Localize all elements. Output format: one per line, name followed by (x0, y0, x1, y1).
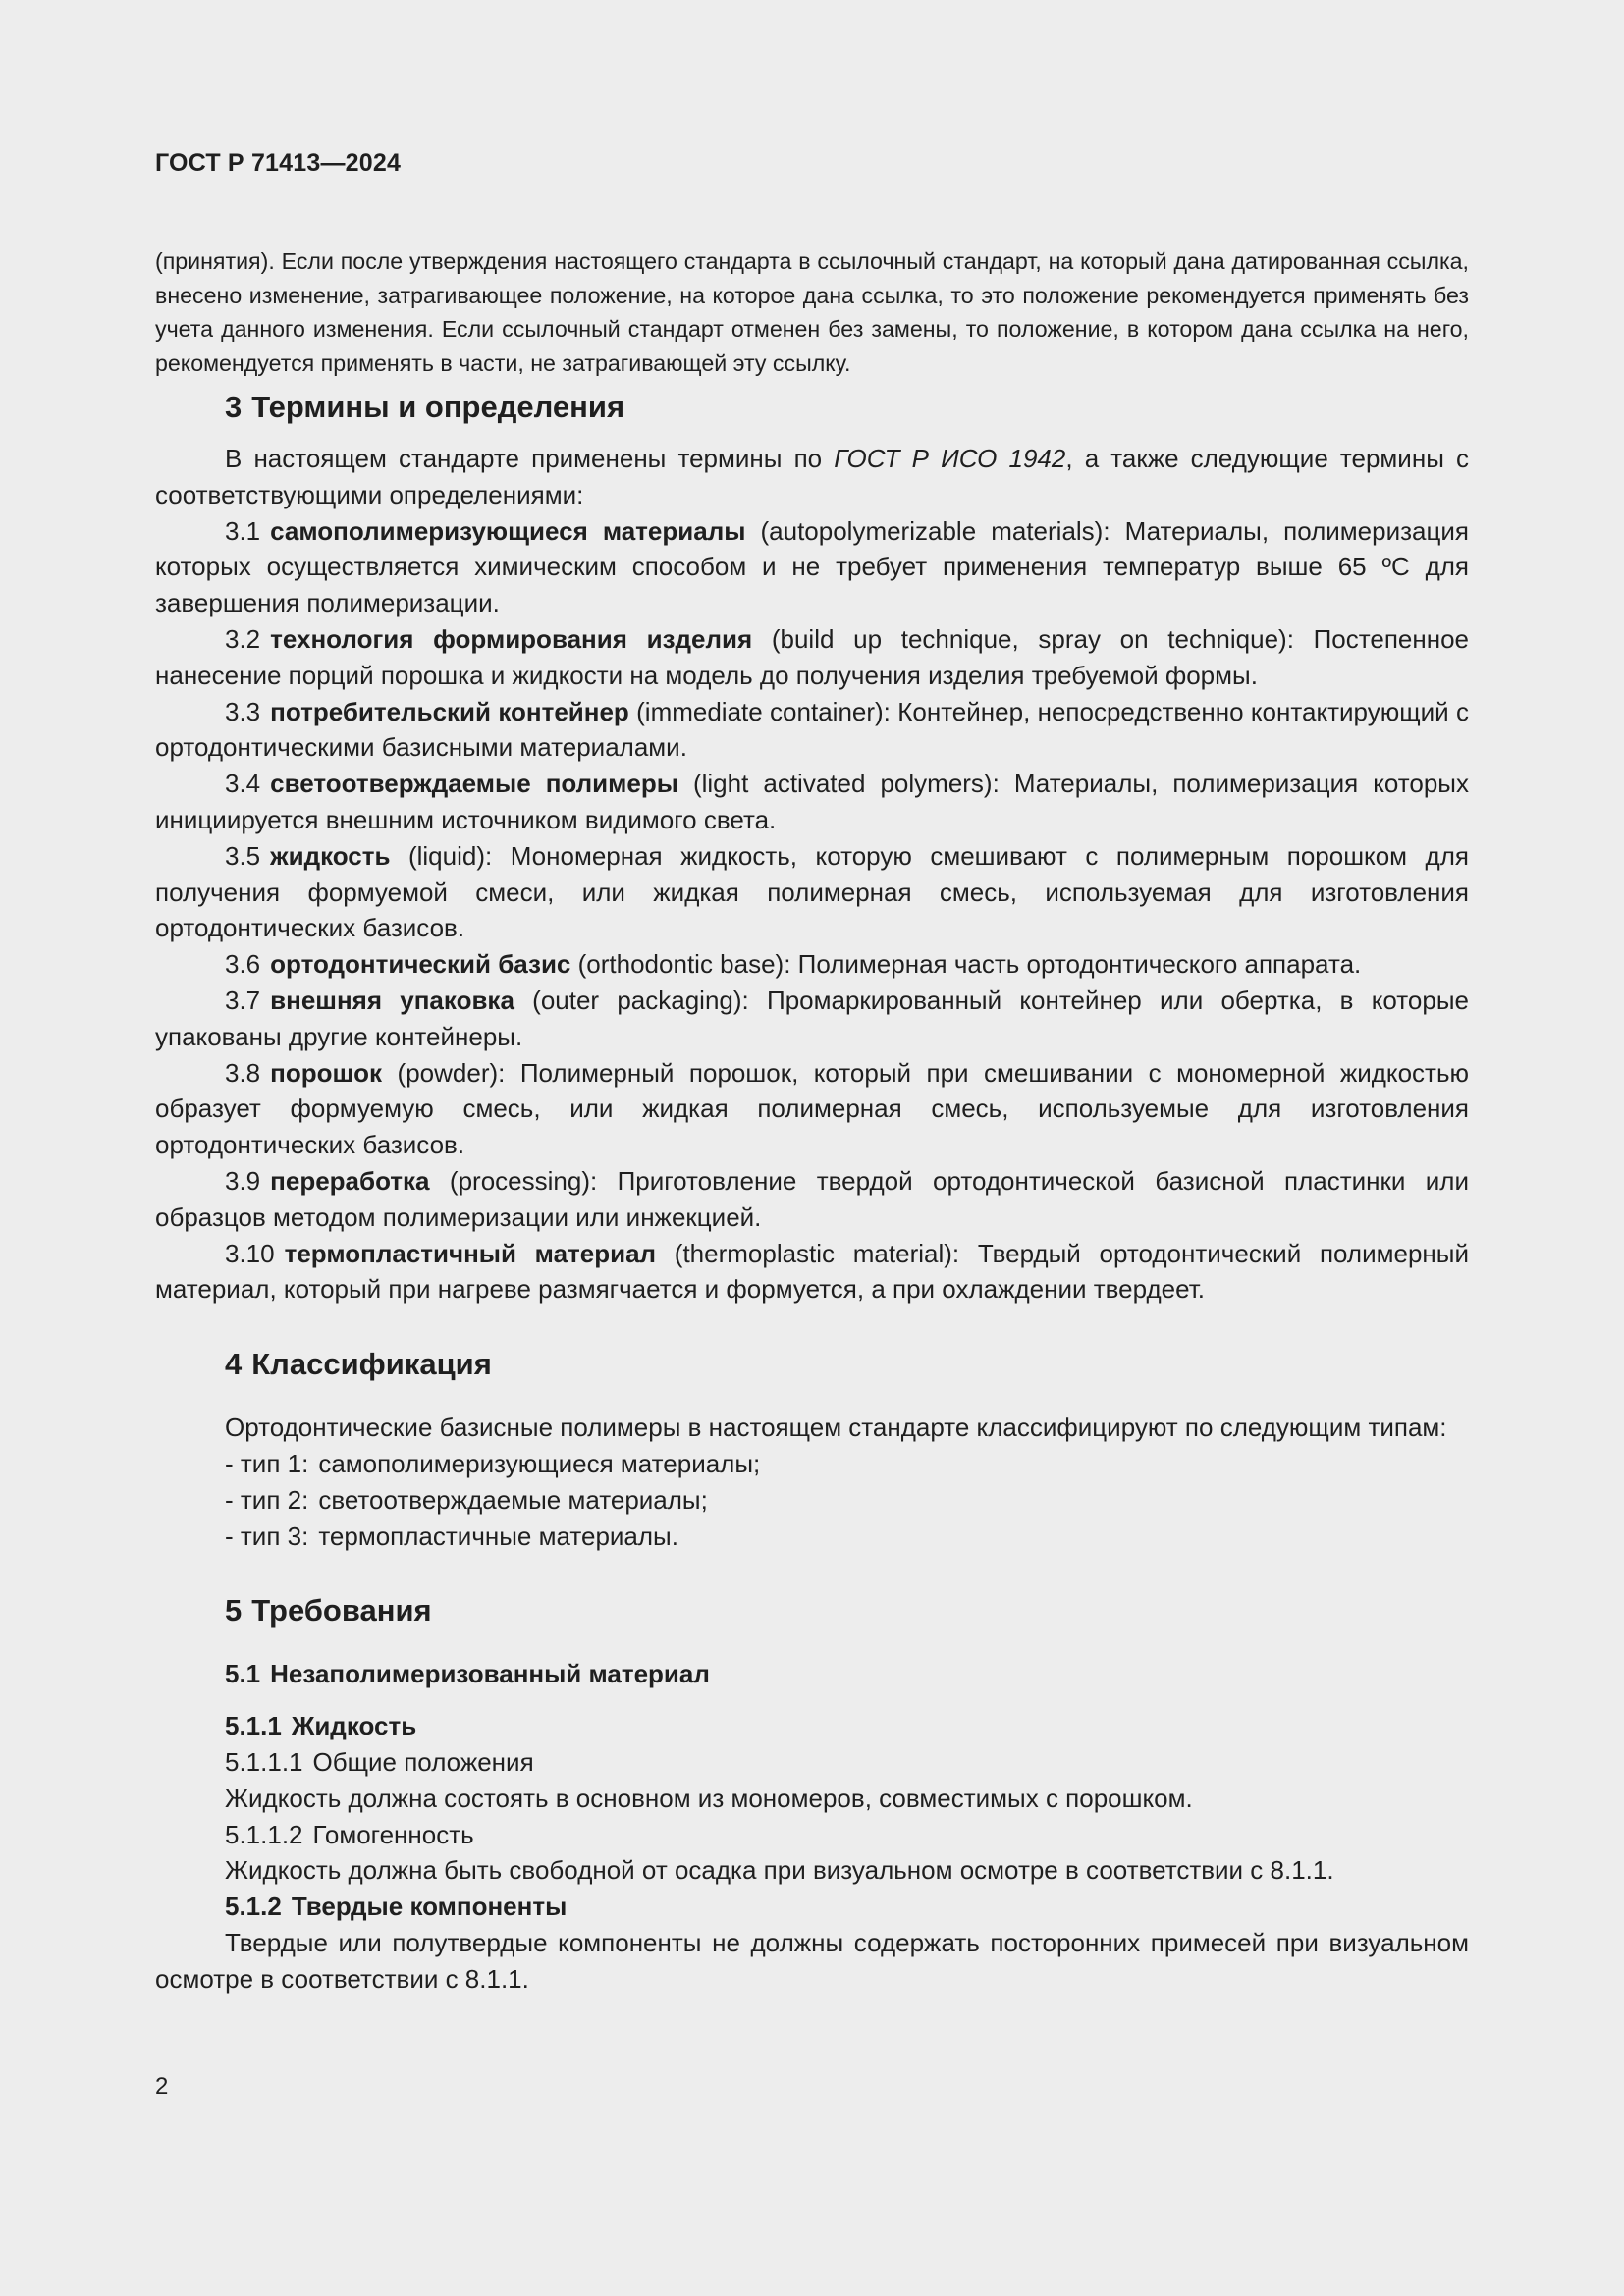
type-2-item: - тип 2: светоотверждаемые материалы; (225, 1484, 708, 1515)
term-name: светоотверждаемые полимеры (270, 769, 678, 799)
term-name: термопластичный материал (284, 1238, 657, 1268)
section-3-intro: В настоящем стандарте применены термины по ГОСТ Р ИСО 1942, а также следующие термины с соответствующими определениями: (155, 444, 1469, 509)
subsection-5-1-2-heading: 5.1.2 Твердые компоненты (225, 1892, 568, 1922)
term-3-4: 3.4 светоотверждаемые полимеры (light activated polymers): Материалы, полимеризация которых инициируется внешним источником видимого света. (155, 769, 1469, 834)
section-4-number: 4 (225, 1347, 243, 1382)
subsection-5-1-2-text: Твердые или полутвердые компоненты не должны содержать посторонних примесей при визуальном осмотре в соответствии с 8.1.1. (155, 1927, 1469, 1994)
term-3-1: 3.1 самополимеризующиеся материалы (autopolymerizable materials): Материалы, полимеризация которых осуществляется химическим способом и не требует применения температур выше 65 ºC для завершения полимеризации. (155, 515, 1469, 618)
document-code-header: ГОСТ Р 71413—2024 (155, 149, 402, 177)
subsection-5-1-1-1-heading: 5.1.1.1 Общие положения (225, 1746, 534, 1777)
section-4-heading (155, 1345, 1469, 1384)
term-3-10: 3.10 термопластичный материал (thermoplastic material): Твердый ортодонтический полимерный материал, который при нагреве размягчается и формуется, а при охлаждении твердеет. (155, 1238, 1469, 1305)
intro-paragraph: (принятия). Если после утверждения настоящего стандарта в ссылочный стандарт, на который дана датированная ссылка, внесено изменение, затрагивающее положение, на которое дана ссылка, то это положение рекомендуется применять без учета данного изменения. Если ссылочный стандарт отменен без замены, то положение, в котором дана ссылка на него, рекомендуется применять в части, не затрагивающей эту ссылку. (155, 248, 1469, 376)
subsection-5-1-1-2-heading: 5.1.1.2 Гомогенность (225, 1819, 474, 1849)
subsection-5-1-heading: 5.1 Незаполимеризованный материал (225, 1659, 710, 1689)
term-name: потребительский контейнер (270, 696, 629, 726)
section-5-heading (155, 1591, 1469, 1630)
type-3-item: - тип 3: термопластичные материалы. (225, 1521, 678, 1551)
section-4-intro: Ортодонтические базисные полимеры в настоящем стандарте классифицируют по следующим типам: (225, 1413, 1447, 1443)
section-4-title: Классификация (251, 1347, 492, 1382)
term-name: жидкость (270, 840, 391, 871)
term-name: порошок (270, 1057, 383, 1088)
term-name: внешняя упаковка (270, 985, 514, 1015)
term-name: переработка (270, 1165, 430, 1196)
section-3-number: 3 (225, 390, 243, 424)
term-3-2: 3.2 технология формирования изделия (build up technique, spray on technique): Постепенное нанесение порций порошка и жидкости на модель до получения изделия требуемой формы. (155, 623, 1470, 690)
section-3-heading (155, 388, 1469, 427)
term-3-9: 3.9 переработка (processing): Приготовление твердой ортодонтической базисной пластинки или образцов методом полимеризации или инжекцией. (155, 1165, 1469, 1232)
term-3-8: 3.8 порошок (powder): Полимерный порошок, который при смешивании с мономерной жидкостью образует формуемую смесь, или жидкая полимерная смесь, используемые для изготовления ортодонтических базисов. (155, 1057, 1469, 1160)
section-5-title: Требования (251, 1593, 432, 1629)
section-3-title: Термины и определения (251, 390, 625, 424)
page-number: 2 (155, 2073, 169, 2100)
term-name: самополимеризующиеся материалы (270, 515, 746, 546)
term-3-3: 3.3 потребительский контейнер (immediate container): Контейнер, непосредственно контактирующий с ортодонтическими базисными материалами. (155, 696, 1469, 763)
subsection-5-1-1-2-text: Жидкость должна быть свободной от осадка при визуальном осмотре в соответствии с 8.1.1. (225, 1855, 1334, 1886)
term-3-5: 3.5 жидкость (liquid): Мономерная жидкость, которую смешивают с полимерным порошком для получения формуемой смеси, или жидкая полимерная смесь, используемая для изготовления ортодонтических базисов. (155, 840, 1469, 943)
term-3-7: 3.7 внешняя упаковка (outer packaging): Промаркированный контейнер или обертка, в которые упакованы другие контейнеры. (155, 985, 1469, 1051)
main-content (155, 388, 1469, 1997)
reference-gost-iso-1942: ГОСТ Р ИСО 1942 (834, 444, 1066, 473)
section-5-number: 5 (225, 1593, 243, 1629)
term-3-6: 3.6 ортодонтический базис (orthodontic base): Полимерная часть ортодонтического аппарата. (225, 949, 1362, 980)
type-1-item: - тип 1: самополимеризующиеся материалы; (225, 1448, 761, 1478)
term-name: ортодонтический базис (270, 949, 571, 980)
subsection-5-1-1-heading: 5.1.1 Жидкость (225, 1711, 417, 1741)
term-name: технология формирования изделия (270, 623, 753, 654)
subsection-5-1-1-1-text: Жидкость должна состоять в основном из мономеров, совместимых с порошком. (225, 1783, 1193, 1813)
